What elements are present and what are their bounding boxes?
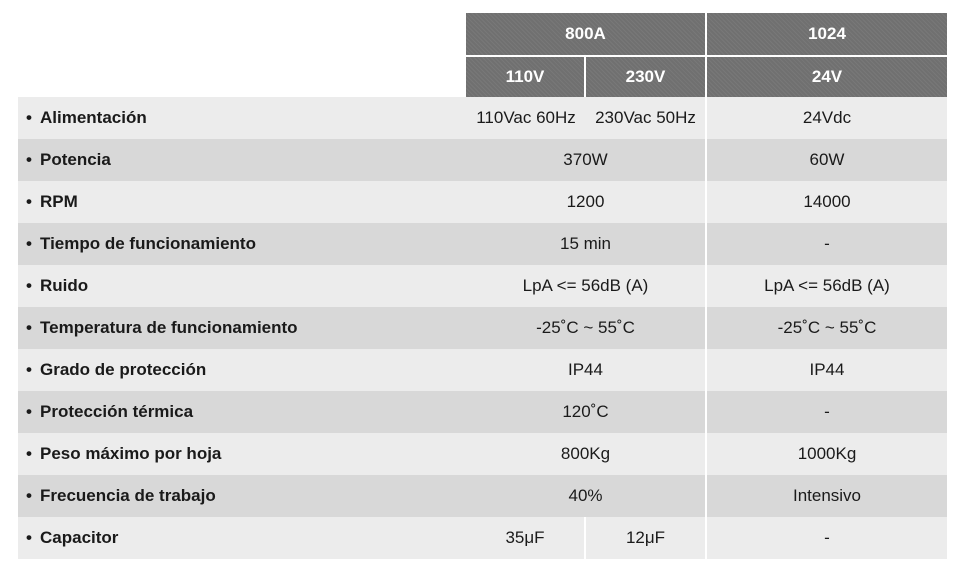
bullet-icon: • <box>26 402 32 421</box>
header-230v: 230V <box>586 57 707 97</box>
spec-table <box>18 13 947 559</box>
cell-1024: - <box>707 517 947 559</box>
row-peso <box>18 433 947 475</box>
cell-800a: 1200 <box>466 181 707 223</box>
bullet-icon: • <box>26 108 32 127</box>
cell-1024: IP44 <box>707 349 947 391</box>
label-text: Potencia <box>40 150 111 169</box>
cell-230v: 230Vac 50Hz <box>586 97 707 139</box>
label-text: Alimentación <box>40 108 147 127</box>
cell-1024: - <box>707 223 947 265</box>
header-row-models <box>18 13 947 57</box>
cell-800a: -25˚C ~ 55˚C <box>466 307 707 349</box>
row-label <box>18 349 466 391</box>
cell-800a: IP44 <box>466 349 707 391</box>
label-text: Protección térmica <box>40 402 194 421</box>
label-text: Tiempo de funcionamiento <box>40 234 256 253</box>
label-text: Temperatura de funcionamiento <box>40 318 298 337</box>
cell-1024: 1000Kg <box>707 433 947 475</box>
row-capacitor <box>18 517 947 559</box>
label-text: Ruido <box>40 276 89 295</box>
label-text: Capacitor <box>40 528 119 547</box>
header-24v: 24V <box>707 57 947 97</box>
bullet-icon: • <box>26 444 32 463</box>
row-label <box>18 433 466 475</box>
row-label <box>18 181 466 223</box>
cell-110v: 35μF <box>466 517 586 559</box>
cell-800a: 120˚C <box>466 391 707 433</box>
row-ruido <box>18 265 947 307</box>
row-label <box>18 517 466 559</box>
header-blank <box>18 57 466 97</box>
row-grado <box>18 349 947 391</box>
cell-110v: 110Vac 60Hz <box>466 97 586 139</box>
header-110v: 110V <box>466 57 586 97</box>
cell-1024: LpA <= 56dB (A) <box>707 265 947 307</box>
row-label <box>18 475 466 517</box>
header-row-voltage <box>18 57 947 97</box>
row-label <box>18 97 466 139</box>
row-label <box>18 391 466 433</box>
row-tiempo <box>18 223 947 265</box>
cell-1024: Intensivo <box>707 475 947 517</box>
cell-1024: 14000 <box>707 181 947 223</box>
bullet-icon: • <box>26 150 32 169</box>
row-label <box>18 265 466 307</box>
bullet-icon: • <box>26 360 32 379</box>
cell-1024: 60W <box>707 139 947 181</box>
bullet-icon: • <box>26 528 32 547</box>
bullet-icon: • <box>26 486 32 505</box>
row-rpm <box>18 181 947 223</box>
label-text: Grado de protección <box>40 360 207 379</box>
cell-800a: 800Kg <box>466 433 707 475</box>
header-800a: 800A <box>466 13 707 57</box>
row-temperatura <box>18 307 947 349</box>
row-alimentacion <box>18 97 947 139</box>
bullet-icon: • <box>26 192 32 211</box>
bullet-icon: • <box>26 318 32 337</box>
bullet-icon: • <box>26 234 32 253</box>
label-text: Frecuencia de trabajo <box>40 486 216 505</box>
row-label <box>18 139 466 181</box>
row-potencia <box>18 139 947 181</box>
bullet-icon: • <box>26 276 32 295</box>
cell-800a: 40% <box>466 475 707 517</box>
row-label <box>18 223 466 265</box>
cell-230v: 12μF <box>586 517 707 559</box>
cell-1024: - <box>707 391 947 433</box>
label-text: RPM <box>40 192 78 211</box>
cell-1024: -25˚C ~ 55˚C <box>707 307 947 349</box>
cell-800a: 15 min <box>466 223 707 265</box>
row-proteccion-termica <box>18 391 947 433</box>
cell-1024: 24Vdc <box>707 97 947 139</box>
cell-800a: 370W <box>466 139 707 181</box>
label-text: Peso máximo por hoja <box>40 444 222 463</box>
cell-800a: LpA <= 56dB (A) <box>466 265 707 307</box>
header-blank <box>18 13 466 57</box>
header-1024: 1024 <box>707 13 947 57</box>
row-label <box>18 307 466 349</box>
row-frecuencia <box>18 475 947 517</box>
